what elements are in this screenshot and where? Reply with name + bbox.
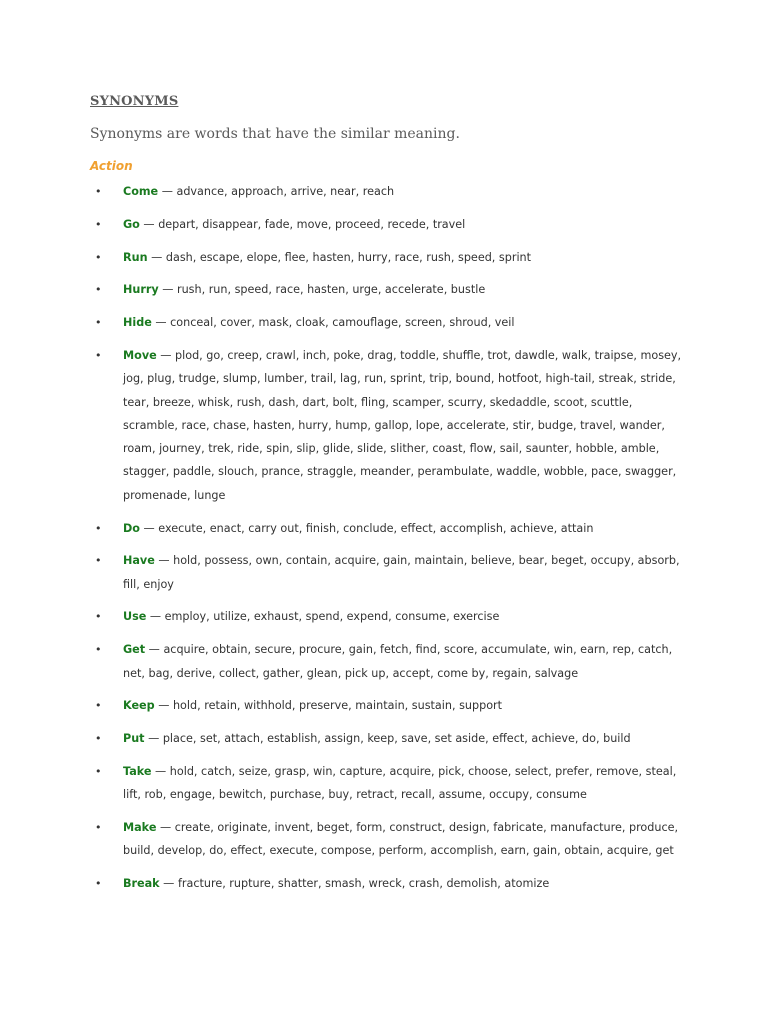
entry-separator: —: [151, 764, 170, 778]
entry-term: Take: [123, 764, 152, 778]
entry-synonyms: create, originate, invent, beget, form, construct, design, fabricate, manufacture, produce, build, develop, do, effect, execute, compose, perform, accomplish, earn, gain, obtain, acquire, get: [123, 821, 679, 858]
list-item: [95, 638, 685, 685]
entry-term: Hide: [123, 316, 152, 330]
list-item: [95, 311, 685, 334]
bullet-icon: •: [95, 316, 102, 330]
entry-synonyms: hold, possess, own, contain, acquire, gain, maintain, believe, bear, beget, occupy, absorb, fill, enjoy: [123, 554, 680, 591]
entry-synonyms: employ, utilize, exhaust, spend, expend, consume, exercise: [164, 610, 500, 624]
bullet-icon: •: [95, 185, 102, 198]
entry-separator: —: [146, 610, 165, 624]
list-item: [95, 213, 685, 236]
entry-separator: —: [144, 732, 163, 746]
list-item: [95, 344, 685, 507]
bullet-icon: •: [95, 348, 102, 362]
entry-synonyms: hold, retain, withhold, preserve, maintain, sustain, support: [172, 699, 503, 713]
bullet-icon: •: [95, 764, 102, 778]
entry-separator: —: [154, 554, 174, 568]
bullet-icon: •: [95, 521, 102, 535]
entry-term: Do: [123, 521, 140, 535]
list-item: [95, 246, 685, 269]
entry-term: Get: [123, 643, 146, 657]
entry-term: Run: [123, 250, 148, 264]
list-item: [95, 727, 685, 750]
entry-separator: —: [147, 250, 166, 264]
entry-term: Make: [123, 821, 157, 835]
bullet-icon: •: [95, 217, 102, 231]
bullet-icon: •: [95, 554, 102, 568]
entry-synonyms: advance, approach, arrive, near, reach: [176, 185, 395, 198]
bullet-icon: •: [95, 877, 102, 891]
entry-term: Use: [123, 610, 147, 624]
bullet-icon: •: [95, 283, 102, 297]
document-title: SYNONYMS: [90, 94, 179, 109]
list-item: [95, 760, 685, 807]
entry-synonyms: place, set, attach, establish, assign, keep, save, set aside, effect, achieve, do, build: [162, 732, 631, 746]
bullet-icon: •: [95, 610, 102, 624]
entry-separator: —: [156, 348, 176, 362]
bullet-icon: •: [95, 699, 102, 713]
entry-synonyms: execute, enact, carry out, finish, conclude, effect, accomplish, achieve, attain: [158, 521, 594, 535]
entry-separator: —: [151, 316, 171, 330]
entry-synonyms: hold, catch, seize, grasp, win, capture, acquire, pick, choose, select, prefer, remove, steal, lift, rob, engage, bewitch, purchase, buy, retract, recall, assume, occupy, consume: [123, 764, 677, 802]
entry-synonyms: dash, escape, elope, flee, hasten, hurry, race, rush, speed, sprint: [165, 250, 532, 264]
entry-term: Move: [123, 348, 157, 362]
bullet-icon: •: [95, 732, 102, 746]
entry-term: Put: [123, 732, 145, 746]
entry-term: Have: [123, 554, 155, 568]
list-item: [95, 278, 685, 301]
entry-term: Break: [123, 877, 160, 891]
intro-paragraph: Synonyms are words that have the similar meaning.: [90, 126, 460, 142]
entry-synonyms: acquire, obtain, secure, procure, gain, fetch, find, score, accumulate, win, earn, rep, catch, net, bag, derive, collect, gather, glean, pick up, accept, come by, regain, salvage: [123, 643, 673, 680]
entry-term: Come: [123, 185, 159, 198]
entry-separator: —: [154, 699, 173, 713]
entry-term: Hurry: [123, 283, 159, 297]
entry-separator: —: [158, 185, 177, 198]
list-item: [95, 872, 685, 895]
list-item: [95, 605, 685, 628]
entry-separator: —: [139, 521, 159, 535]
list-item: [95, 694, 685, 717]
bullet-icon: •: [95, 250, 102, 264]
entry-synonyms: rush, run, speed, race, hasten, urge, accelerate, bustle: [176, 283, 486, 297]
list-item: [95, 517, 685, 540]
list-item: [95, 816, 685, 863]
entry-term: Go: [123, 217, 140, 231]
section-heading-action: Action: [90, 159, 133, 173]
entry-synonyms: plod, go, creep, crawl, inch, poke, drag, toddle, shuffle, trot, dawdle, walk, traipse, mosey, jog, plug, trudge, slump, lumber, trail, lag, run, sprint, trip, bound, hotfoot, high-tail, streak, stride, tear, breeze, whisk, rush, dash, dart, bolt, fling, scamper, scurry, skedaddle, scoot, scuttle, scramble, race, chase, hasten, hurry, hump, gallop, lope, accelerate, stir, budge, travel, wander, roam, journey, trek, ride, spin, slip, glide, slide, slither, coast, flow, sail, saunter, hobble, amble, stagger, paddle, slouch, prance, straggle, meander, perambulate, waddle, wobble, pace, swagger, promenade, lunge: [123, 348, 682, 502]
bullet-icon: •: [95, 821, 102, 835]
entry-synonyms: conceal, cover, mask, cloak, camouflage, screen, shroud, veil: [170, 316, 515, 330]
synonym-list: [95, 180, 685, 905]
entry-separator: —: [156, 821, 175, 835]
entry-separator: —: [139, 217, 159, 231]
list-item: [95, 549, 685, 596]
bullet-icon: •: [95, 643, 102, 657]
entry-separator: —: [158, 283, 177, 297]
entry-separator: —: [159, 877, 178, 891]
entry-synonyms: depart, disappear, fade, move, proceed, recede, travel: [158, 217, 466, 231]
entry-synonyms: fracture, rupture, shatter, smash, wreck, crash, demolish, atomize: [177, 877, 550, 891]
list-item: [95, 180, 685, 203]
entry-separator: —: [145, 643, 164, 657]
entry-term: Keep: [123, 699, 155, 713]
